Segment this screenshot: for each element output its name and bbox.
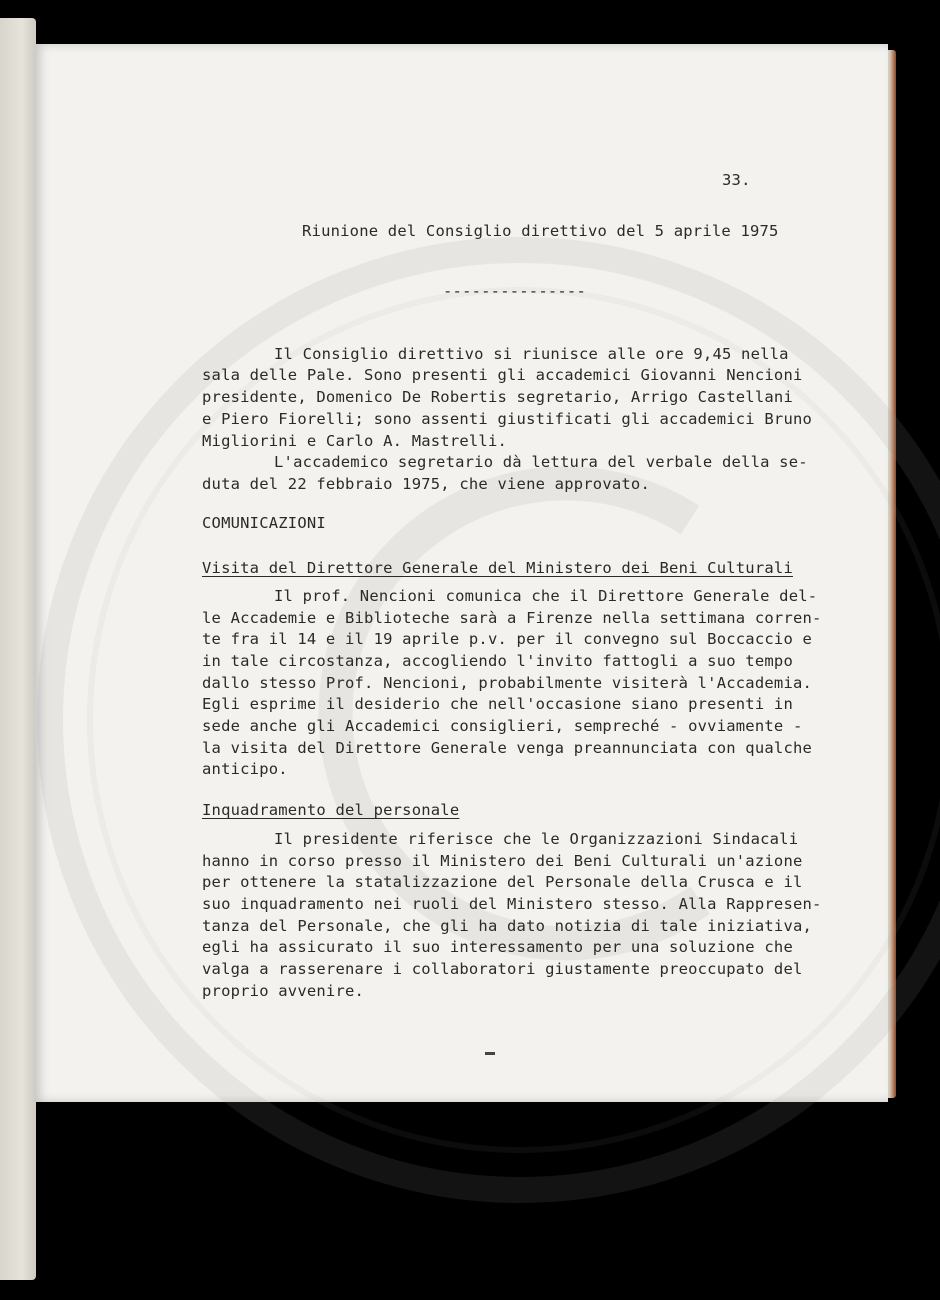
text-line: valga a rasserenare i collaboratori giustamente preoccupato del (202, 960, 803, 978)
text-line: L'accademico segretario dà lettura del verbale della se- (274, 453, 808, 471)
text-line: tanza del Personale, che gli ha dato notizia di tale iniziativa, (202, 917, 813, 935)
previous-page-edge (0, 18, 36, 1280)
text-line: le Accademie e Biblioteche sarà a Firenze nella settimana corren- (202, 609, 822, 627)
staff-heading: Inquadramento del personale (202, 801, 460, 819)
text-line: presidente, Domenico De Robertis segretario, Arrigo Castellani (202, 388, 793, 406)
text-line: hanno in corso presso il Ministero dei Beni Culturali un'azione (202, 852, 803, 870)
text-line: Egli esprime il desiderio che nell'occasione siano presenti in (202, 695, 793, 713)
text-line: Migliorini e Carlo A. Mastrelli. (202, 432, 508, 450)
continuation-mark (485, 1052, 495, 1055)
text-line: in tale circostanza, accogliendo l'invito fattogli a suo tempo (202, 652, 793, 670)
text-line: Il prof. Nencioni comunica che il Direttore Generale del- (274, 587, 818, 605)
visit-heading: Visita del Direttore Generale del Ministero dei Beni Culturali (202, 559, 793, 577)
text-line: la visita del Direttore Generale venga preannunciata con qualche (202, 739, 813, 757)
text-line: te fra il 14 e il 19 aprile p.v. per il convegno sul Boccaccio e (202, 630, 813, 648)
text-line: duta del 22 febbraio 1975, che viene approvato. (202, 475, 650, 493)
text-line: suo inquadramento nei ruoli del Ministero stesso. Alla Rappresen- (202, 895, 822, 913)
text-line: Il Consiglio direttivo si riunisce alle ore 9,45 nella (274, 345, 789, 363)
text-line: per ottenere la statalizzazione del Personale della Crusca e il (202, 873, 803, 891)
text-line: anticipo. (202, 760, 288, 778)
text-line: sede anche gli Accademici consiglieri, sempreché - ovviamente - (202, 717, 803, 735)
text-line: proprio avvenire. (202, 982, 365, 1000)
page-number: 33. (722, 171, 751, 189)
text-line: dallo stesso Prof. Nencioni, probabilmente visiterà l'Accademia. (202, 674, 813, 692)
title-separator: --------------- (443, 282, 586, 300)
text-line: sala delle Pale. Sono presenti gli accademici Giovanni Nencioni (202, 366, 803, 384)
text-line: Il presidente riferisce che le Organizzazioni Sindacali (274, 830, 799, 848)
page-title: Riunione del Consiglio direttivo del 5 aprile 1975 (302, 222, 779, 240)
section-heading: COMUNICAZIONI (202, 514, 326, 532)
text-line: e Piero Fiorelli; sono assenti giustificati gli accademici Bruno (202, 410, 813, 428)
text-line: egli ha assicurato il suo interessamento per una soluzione che (202, 938, 793, 956)
